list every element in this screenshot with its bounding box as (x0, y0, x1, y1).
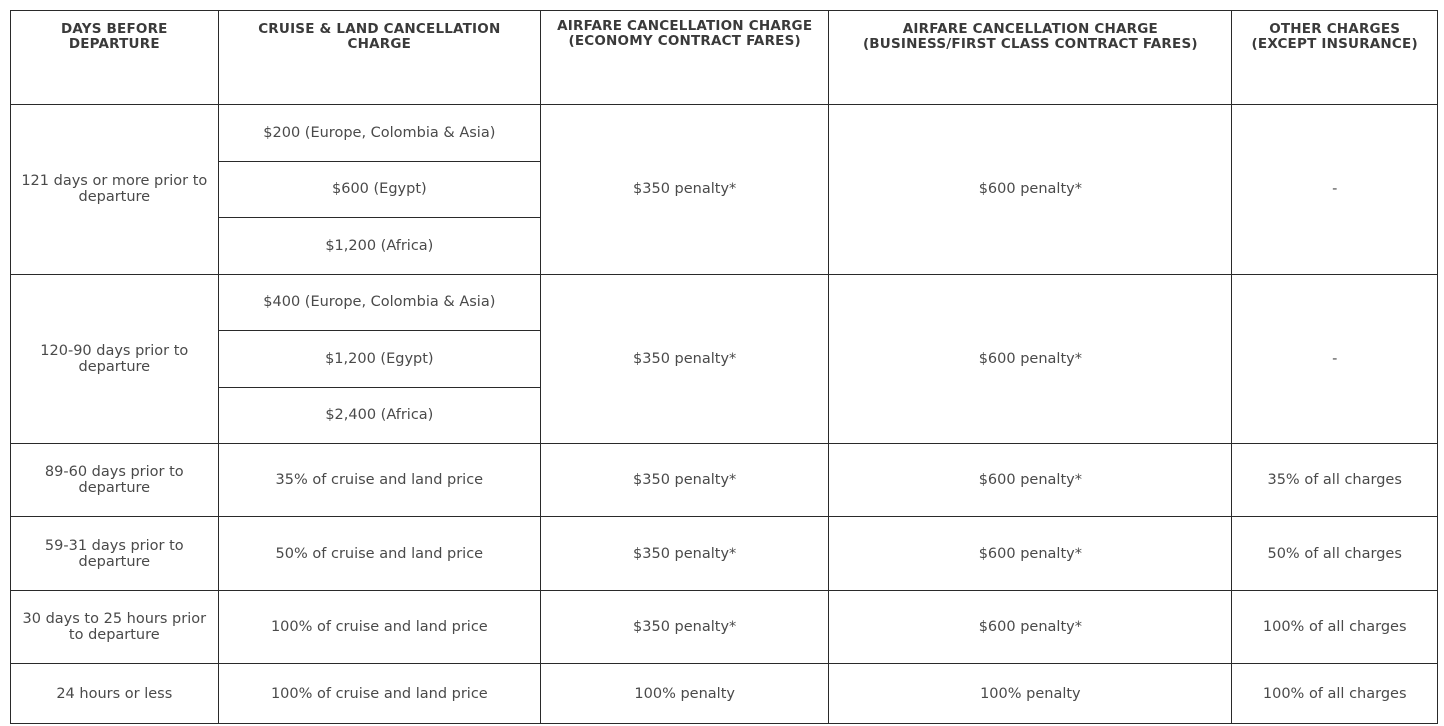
header-other-charges: OTHER CHARGES (EXCEPT INSURANCE) (1232, 11, 1438, 105)
days-cell: 121 days or more prior to departure (11, 105, 219, 275)
cruise-charge-cell: 100% of cruise and land price (218, 664, 540, 724)
other-charges-cell: 35% of all charges (1232, 444, 1438, 517)
days-cell: 30 days to 25 hours prior to departure (11, 591, 219, 664)
cruise-charge-cell: $1,200 (Africa) (218, 218, 540, 275)
days-cell: 24 hours or less (11, 664, 219, 724)
cruise-charge-cell: $1,200 (Egypt) (218, 331, 540, 388)
cruise-charge-cell: $200 (Europe, Colombia & Asia) (218, 105, 540, 162)
header-days-before-departure: DAYS BEFORE DEPARTURE (11, 11, 219, 105)
airfare-business-cell: $600 penalty* (829, 444, 1232, 517)
airfare-economy-cell: $350 penalty* (541, 517, 829, 591)
cruise-charge-cell: $400 (Europe, Colombia & Asia) (218, 274, 540, 331)
airfare-economy-cell: $350 penalty* (541, 105, 829, 275)
table-row (11, 517, 1438, 591)
table-row (11, 664, 1438, 724)
other-charges-cell: 100% of all charges (1232, 664, 1438, 724)
header-cruise-land-charge: CRUISE & LAND CANCELLATION CHARGE (218, 11, 540, 105)
airfare-economy-cell: $350 penalty* (541, 591, 829, 664)
cruise-charge-cell: 50% of cruise and land price (218, 517, 540, 591)
cruise-charge-cell: 100% of cruise and land price (218, 591, 540, 664)
airfare-business-cell: 100% penalty (829, 664, 1232, 724)
table-header-row (11, 11, 1438, 105)
airfare-business-cell: $600 penalty* (829, 274, 1232, 444)
other-charges-cell: 100% of all charges (1232, 591, 1438, 664)
header-airfare-economy-charge: AIRFARE CANCELLATION CHARGE (ECONOMY CONTRACT FARES) (541, 11, 829, 105)
cruise-charge-cell: $600 (Egypt) (218, 161, 540, 218)
airfare-economy-cell: $350 penalty* (541, 274, 829, 444)
table-row (11, 444, 1438, 517)
other-charges-cell: 50% of all charges (1232, 517, 1438, 591)
airfare-economy-cell: $350 penalty* (541, 444, 829, 517)
other-charges-cell: - (1232, 105, 1438, 275)
header-airfare-business-charge: AIRFARE CANCELLATION CHARGE (BUSINESS/FIRST CLASS CONTRACT FARES) (829, 11, 1232, 105)
table-row (11, 274, 1438, 331)
airfare-business-cell: $600 penalty* (829, 105, 1232, 275)
table-row (11, 591, 1438, 664)
airfare-economy-cell: 100% penalty (541, 664, 829, 724)
other-charges-cell: - (1232, 274, 1438, 444)
days-cell: 120-90 days prior to departure (11, 274, 219, 444)
days-cell: 59-31 days prior to departure (11, 517, 219, 591)
cancellation-charges-table (10, 10, 1438, 724)
table-row (11, 105, 1438, 162)
days-cell: 89-60 days prior to departure (11, 444, 219, 517)
airfare-business-cell: $600 penalty* (829, 517, 1232, 591)
cruise-charge-cell: $2,400 (Africa) (218, 387, 540, 444)
airfare-business-cell: $600 penalty* (829, 591, 1232, 664)
cruise-charge-cell: 35% of cruise and land price (218, 444, 540, 517)
